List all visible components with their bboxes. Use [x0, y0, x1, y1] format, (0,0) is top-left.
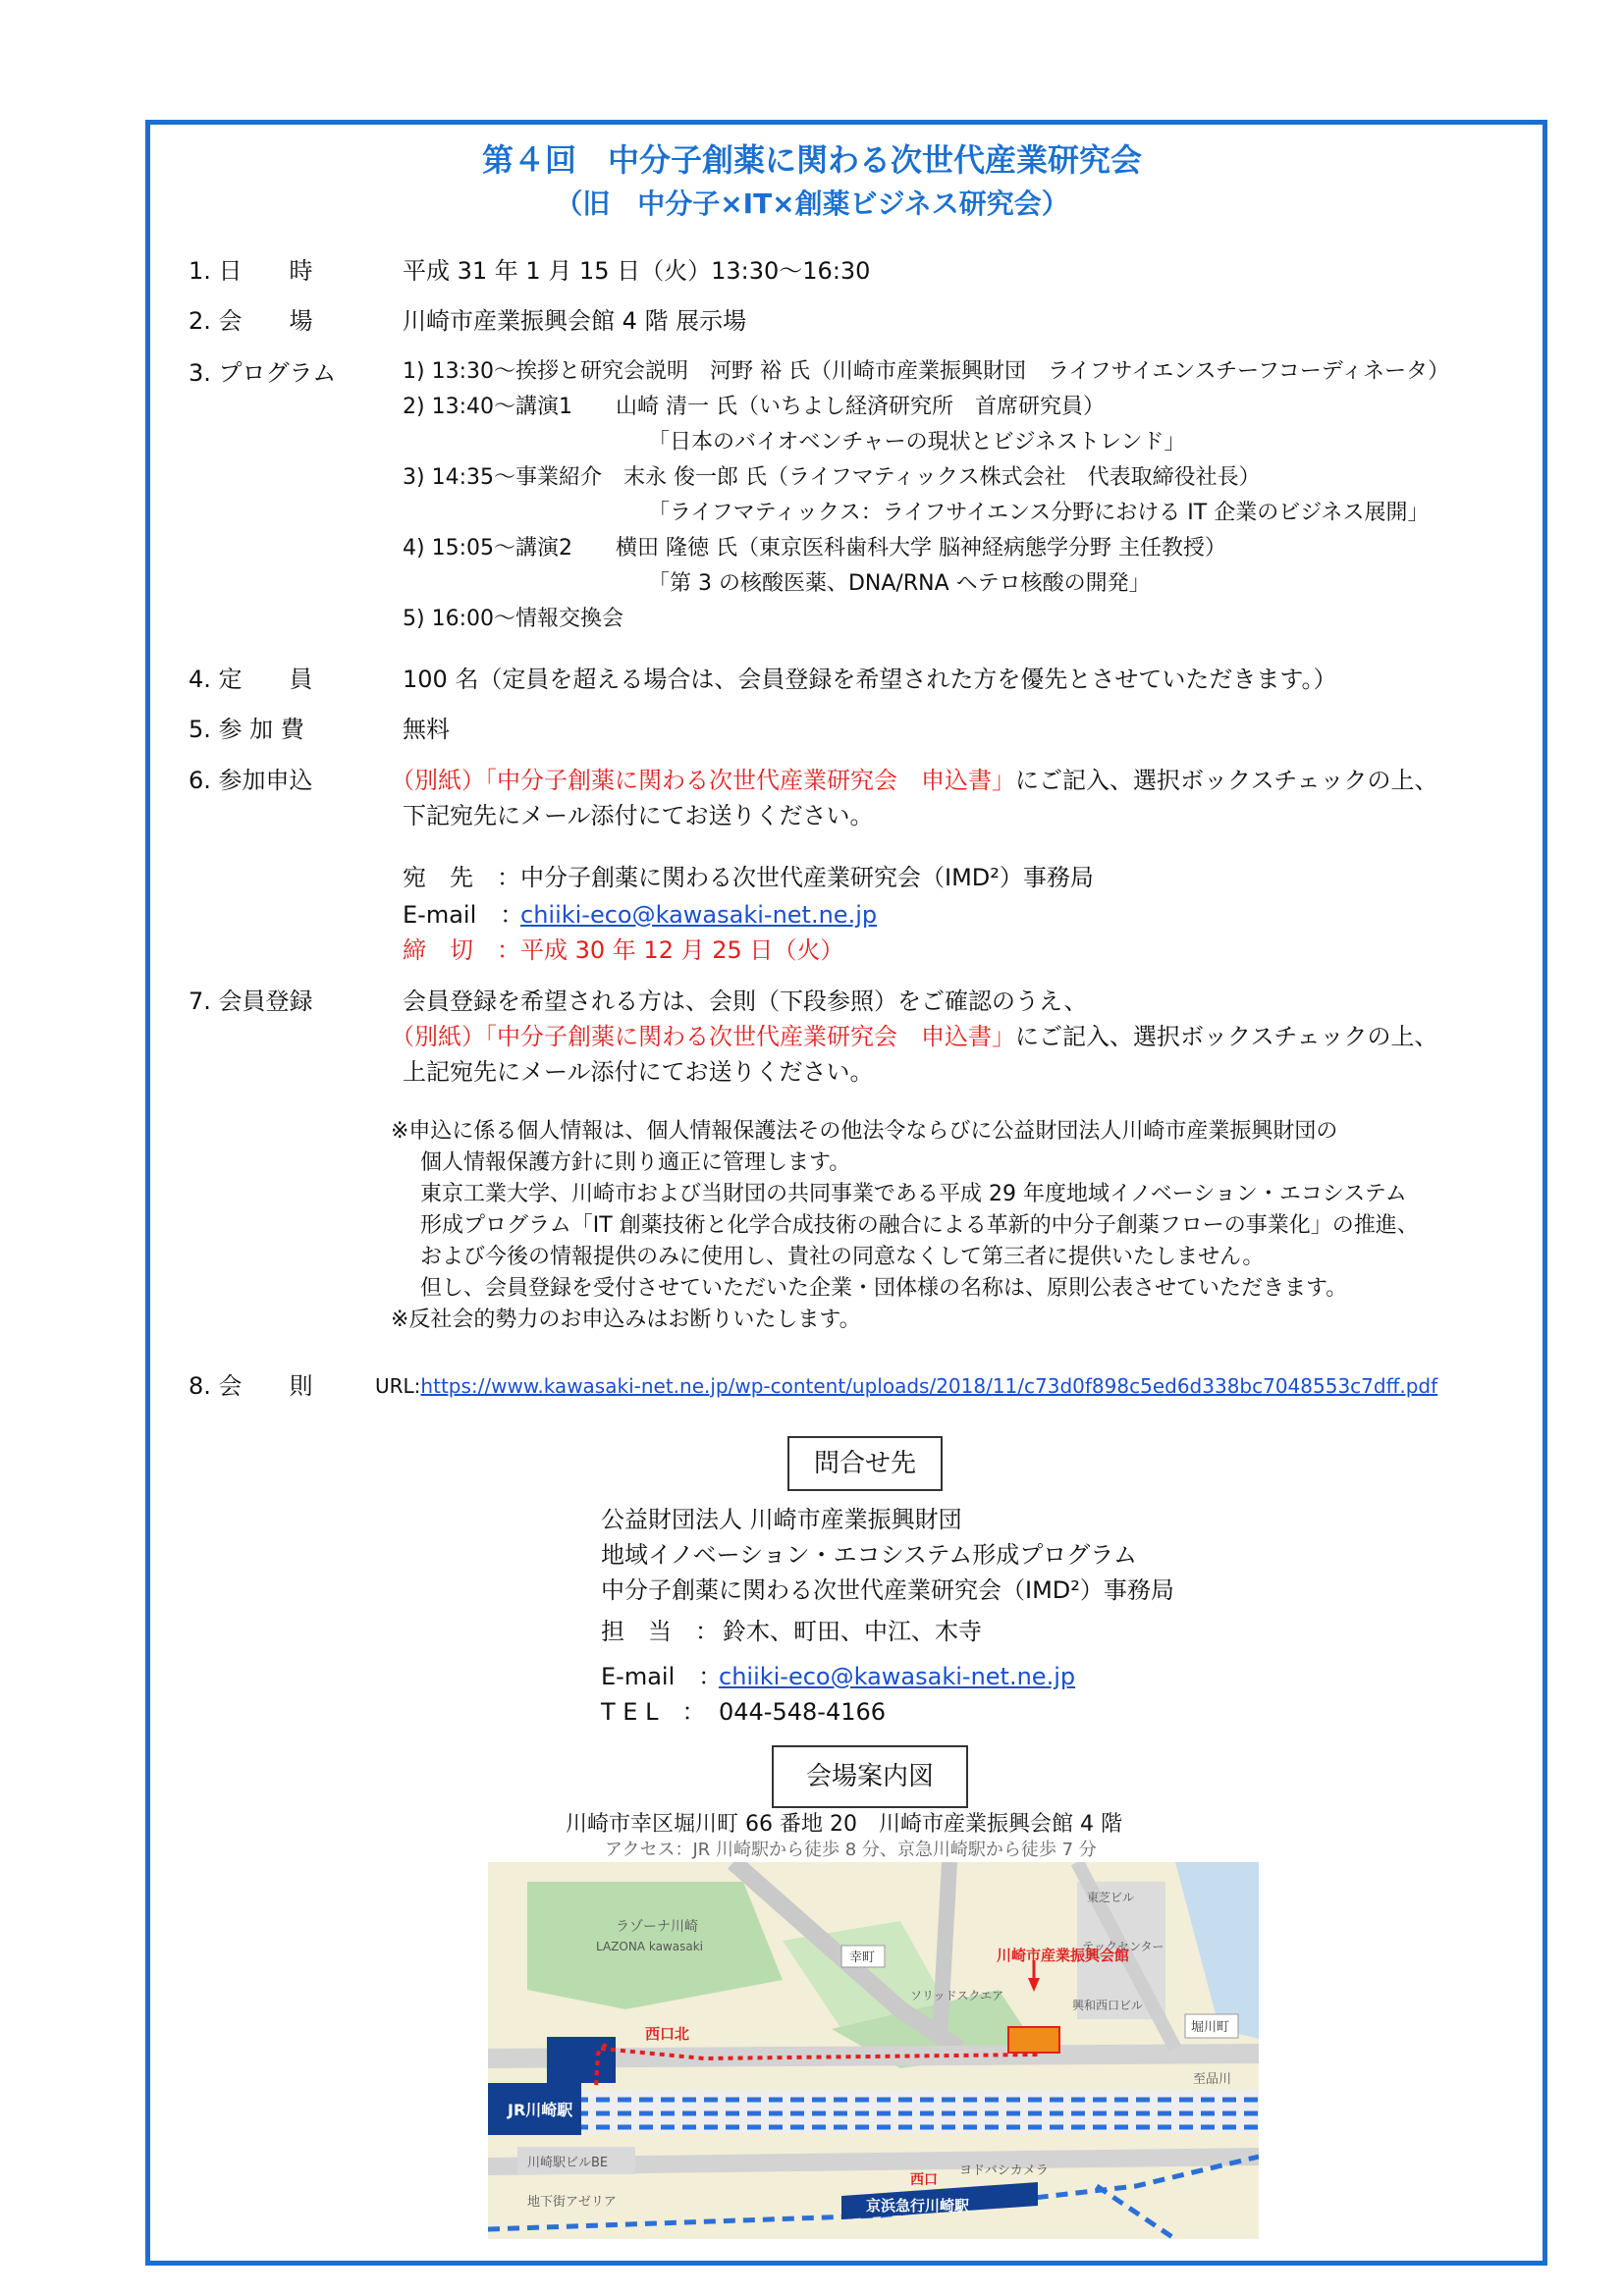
contact-tel-label: T E L ： [601, 1698, 706, 1726]
contact-email-label: E-mail ： [601, 1663, 723, 1690]
saiwaicho-label: 幸町 [849, 1950, 876, 1965]
note-line: ※申込に係る個人情報は、個人情報保護法その他法令ならびに公益財団法人川崎市産業振興財団の [391, 1119, 1338, 1144]
member-line-2 [391, 1023, 1438, 1051]
venue-map [488, 1862, 1259, 2239]
member-label: 7. 会員登録 [189, 988, 313, 1015]
member-form-name: （別紙）「中分子創薬に関わる次世代産業研究会 申込書」 [391, 1023, 1015, 1050]
fee-label: 5. 参 加 費 [189, 716, 304, 743]
member-line-3: 上記宛先にメール添付にてお送りください。 [403, 1058, 874, 1086]
rules-url-line [375, 1374, 1437, 1398]
rules-url-prefix: URL: [375, 1374, 421, 1398]
station-building-label: 川崎駅ビルBE [527, 2156, 609, 2170]
apply-label: 6. 参加申込 [189, 767, 313, 794]
program-line: 1) 13:30〜挨拶と研究会説明 河野 裕 氏（川崎市産業振興財団 ライフサイエンスチーフコーディネータ） [403, 359, 1450, 384]
date-label: 1. 日 時 [189, 257, 313, 285]
toshiba-label: 東芝ビル [1087, 1891, 1135, 1904]
tech-label: テックセンター [1082, 1940, 1164, 1953]
contact-org-2: 地域イノベーション・エコシステム形成プログラム [601, 1541, 1137, 1569]
jr-station-label: JR川崎駅 [508, 2101, 573, 2119]
fee-value: 無料 [403, 716, 450, 743]
program-line: 3) 14:35〜事業紹介 末永 俊一郎 氏（ライフマティックス株式会社 代表取締役社長） [403, 465, 1261, 490]
page-title: 第４回 中分子創薬に関わる次世代産業研究会 [481, 141, 1142, 179]
contact-org-3: 中分子創薬に関わる次世代産業研究会（IMD²）事務局 [601, 1576, 1174, 1604]
apply-email-link[interactable]: chiiki-eco@kawasaki-net.ne.jp [520, 901, 878, 929]
deadline-label: 締 切 ： [403, 936, 520, 964]
apply-addr-value: 中分子創薬に関わる次世代産業研究会（IMD²）事務局 [520, 864, 1094, 891]
deadline-value: 平成 30 年 12 月 25 日（火） [520, 936, 844, 964]
road [940, 1862, 949, 2039]
apply-line-2: 下記宛先にメール添付にてお送りください。 [403, 802, 874, 829]
program-line: 2) 13:40〜講演1 山崎 清一 氏（いちよし経済研究所 首席研究員） [403, 395, 1105, 419]
apply-line-1-rest: にご記入、選択ボックスチェックの上、 [1015, 767, 1438, 794]
contact-heading: 問合せ先 [787, 1436, 943, 1491]
azalea-label: 地下街アゼリア [527, 2195, 617, 2210]
program-label: 3. プログラム [189, 359, 337, 387]
apply-addr-label: 宛 先 ： [403, 864, 520, 891]
venue-value: 川崎市産業振興会館 4 階 展示場 [403, 307, 747, 335]
program-line: 4) 15:05〜講演2 横田 隆徳 氏（東京医科歯科大学 脳神経病態学分野 主任教授） [403, 536, 1226, 561]
map-heading: 会場案内図 [772, 1745, 968, 1808]
yodobashi-label: ヨドバシカメラ [959, 2163, 1049, 2178]
note-line: 但し、会員登録を受付させていただいた企業・団体様の名称は、原則公表させていただきます。 [420, 1276, 1348, 1301]
program-line: 「日本のバイオベンチャーの現状とビジネストレンド」 [648, 430, 1186, 454]
river-direction-label: 至品川 [1193, 2072, 1232, 2087]
note-line: 東京工業大学、川崎市および当財団の共同事業である平成 29 年度地域イノベーション・エコシステム [420, 1182, 1407, 1206]
nishiguchi-kita-label: 西口北 [645, 2025, 690, 2043]
contact-email-link[interactable]: chiiki-eco@kawasaki-net.ne.jp [719, 1663, 1076, 1690]
contact-person: 鈴木、町田、中江、木寺 [723, 1618, 982, 1645]
capacity-value: 100 名（定員を超える場合は、会員登録を希望された方を優先とさせていただきます。） [403, 666, 1337, 693]
apply-email-label: E-mail ： [403, 901, 524, 929]
date-value: 平成 31 年 1 月 15 日（火）13:30〜16:30 [403, 257, 871, 285]
apply-form-name: （別紙）「中分子創薬に関わる次世代産業研究会 申込書」 [391, 767, 1015, 794]
note-line: 個人情報保護方針に則り適正に管理します。 [420, 1150, 851, 1175]
venue-map-label: 川崎市産業振興会館 [997, 1947, 1130, 1964]
contact-person-label: 担 当 ： [601, 1618, 719, 1645]
horikawa-label: 堀川町 [1191, 2020, 1230, 2035]
member-line-1: 会員登録を希望される方は、会則（下段参照）をご確認のうえ、 [403, 988, 1088, 1015]
keikyu-label: 京浜急行川崎駅 [866, 2197, 970, 2215]
lazona-label: ラゾーナ川崎 [616, 1919, 698, 1935]
lazona-en-label: LAZONA kawasaki [596, 1940, 703, 1953]
contact-tel: 044-548-4166 [719, 1698, 887, 1726]
nishiguchi-label: 西口 [910, 2172, 938, 2188]
program-line: 「第 3 の核酸医薬、DNA/RNA ヘテロ核酸の開発」 [648, 571, 1151, 596]
apply-line-1 [391, 767, 1438, 795]
note-line: ※反社会的勢力のお申込みはお断りいたします。 [391, 1308, 861, 1332]
program-line: 「ライフマティックス：ライフサイエンス分野における IT 企業のビジネス展開」 [648, 501, 1430, 525]
rules-label: 8. 会 則 [189, 1372, 313, 1400]
note-line: および今後の情報提供のみに使用し、貴社の同意なくして第三者に提供いたしません。 [420, 1245, 1265, 1269]
solid-label: ソリッドスクエア [910, 1989, 1004, 2002]
page-subtitle: （旧 中分子×IT×創薬ビジネス研究会） [555, 187, 1069, 220]
map-access: アクセス：JR 川崎駅から徒歩 8 分、京急川崎駅から徒歩 7 分 [605, 1840, 1097, 1860]
venue-label: 2. 会 場 [189, 307, 313, 335]
kyowa-label: 興和西口ビル [1072, 1999, 1144, 2012]
capacity-label: 4. 定 員 [189, 666, 313, 693]
venue-building [1008, 2027, 1059, 2053]
program-line: 5) 16:00〜情報交換会 [403, 607, 623, 631]
note-line: 形成プログラム「IT 創薬技術と化学合成技術の融合による革新的中分子創薬フローの事業化」の推進、 [420, 1213, 1419, 1238]
contact-org-1: 公益財団法人 川崎市産業振興財団 [601, 1506, 962, 1533]
map-address: 川崎市幸区堀川町 66 番地 20 川崎市産業振興会館 4 階 [566, 1812, 1122, 1837]
rules-url-link[interactable]: https://www.kawasaki-net.ne.jp/wp-content/uploads/2018/11/c73d0f898c5ed6d338bc7048553c7dff.pdf [420, 1374, 1438, 1398]
member-line-2-rest: にご記入、選択ボックスチェックの上、 [1015, 1023, 1438, 1050]
map-graphic [488, 1862, 1259, 2239]
